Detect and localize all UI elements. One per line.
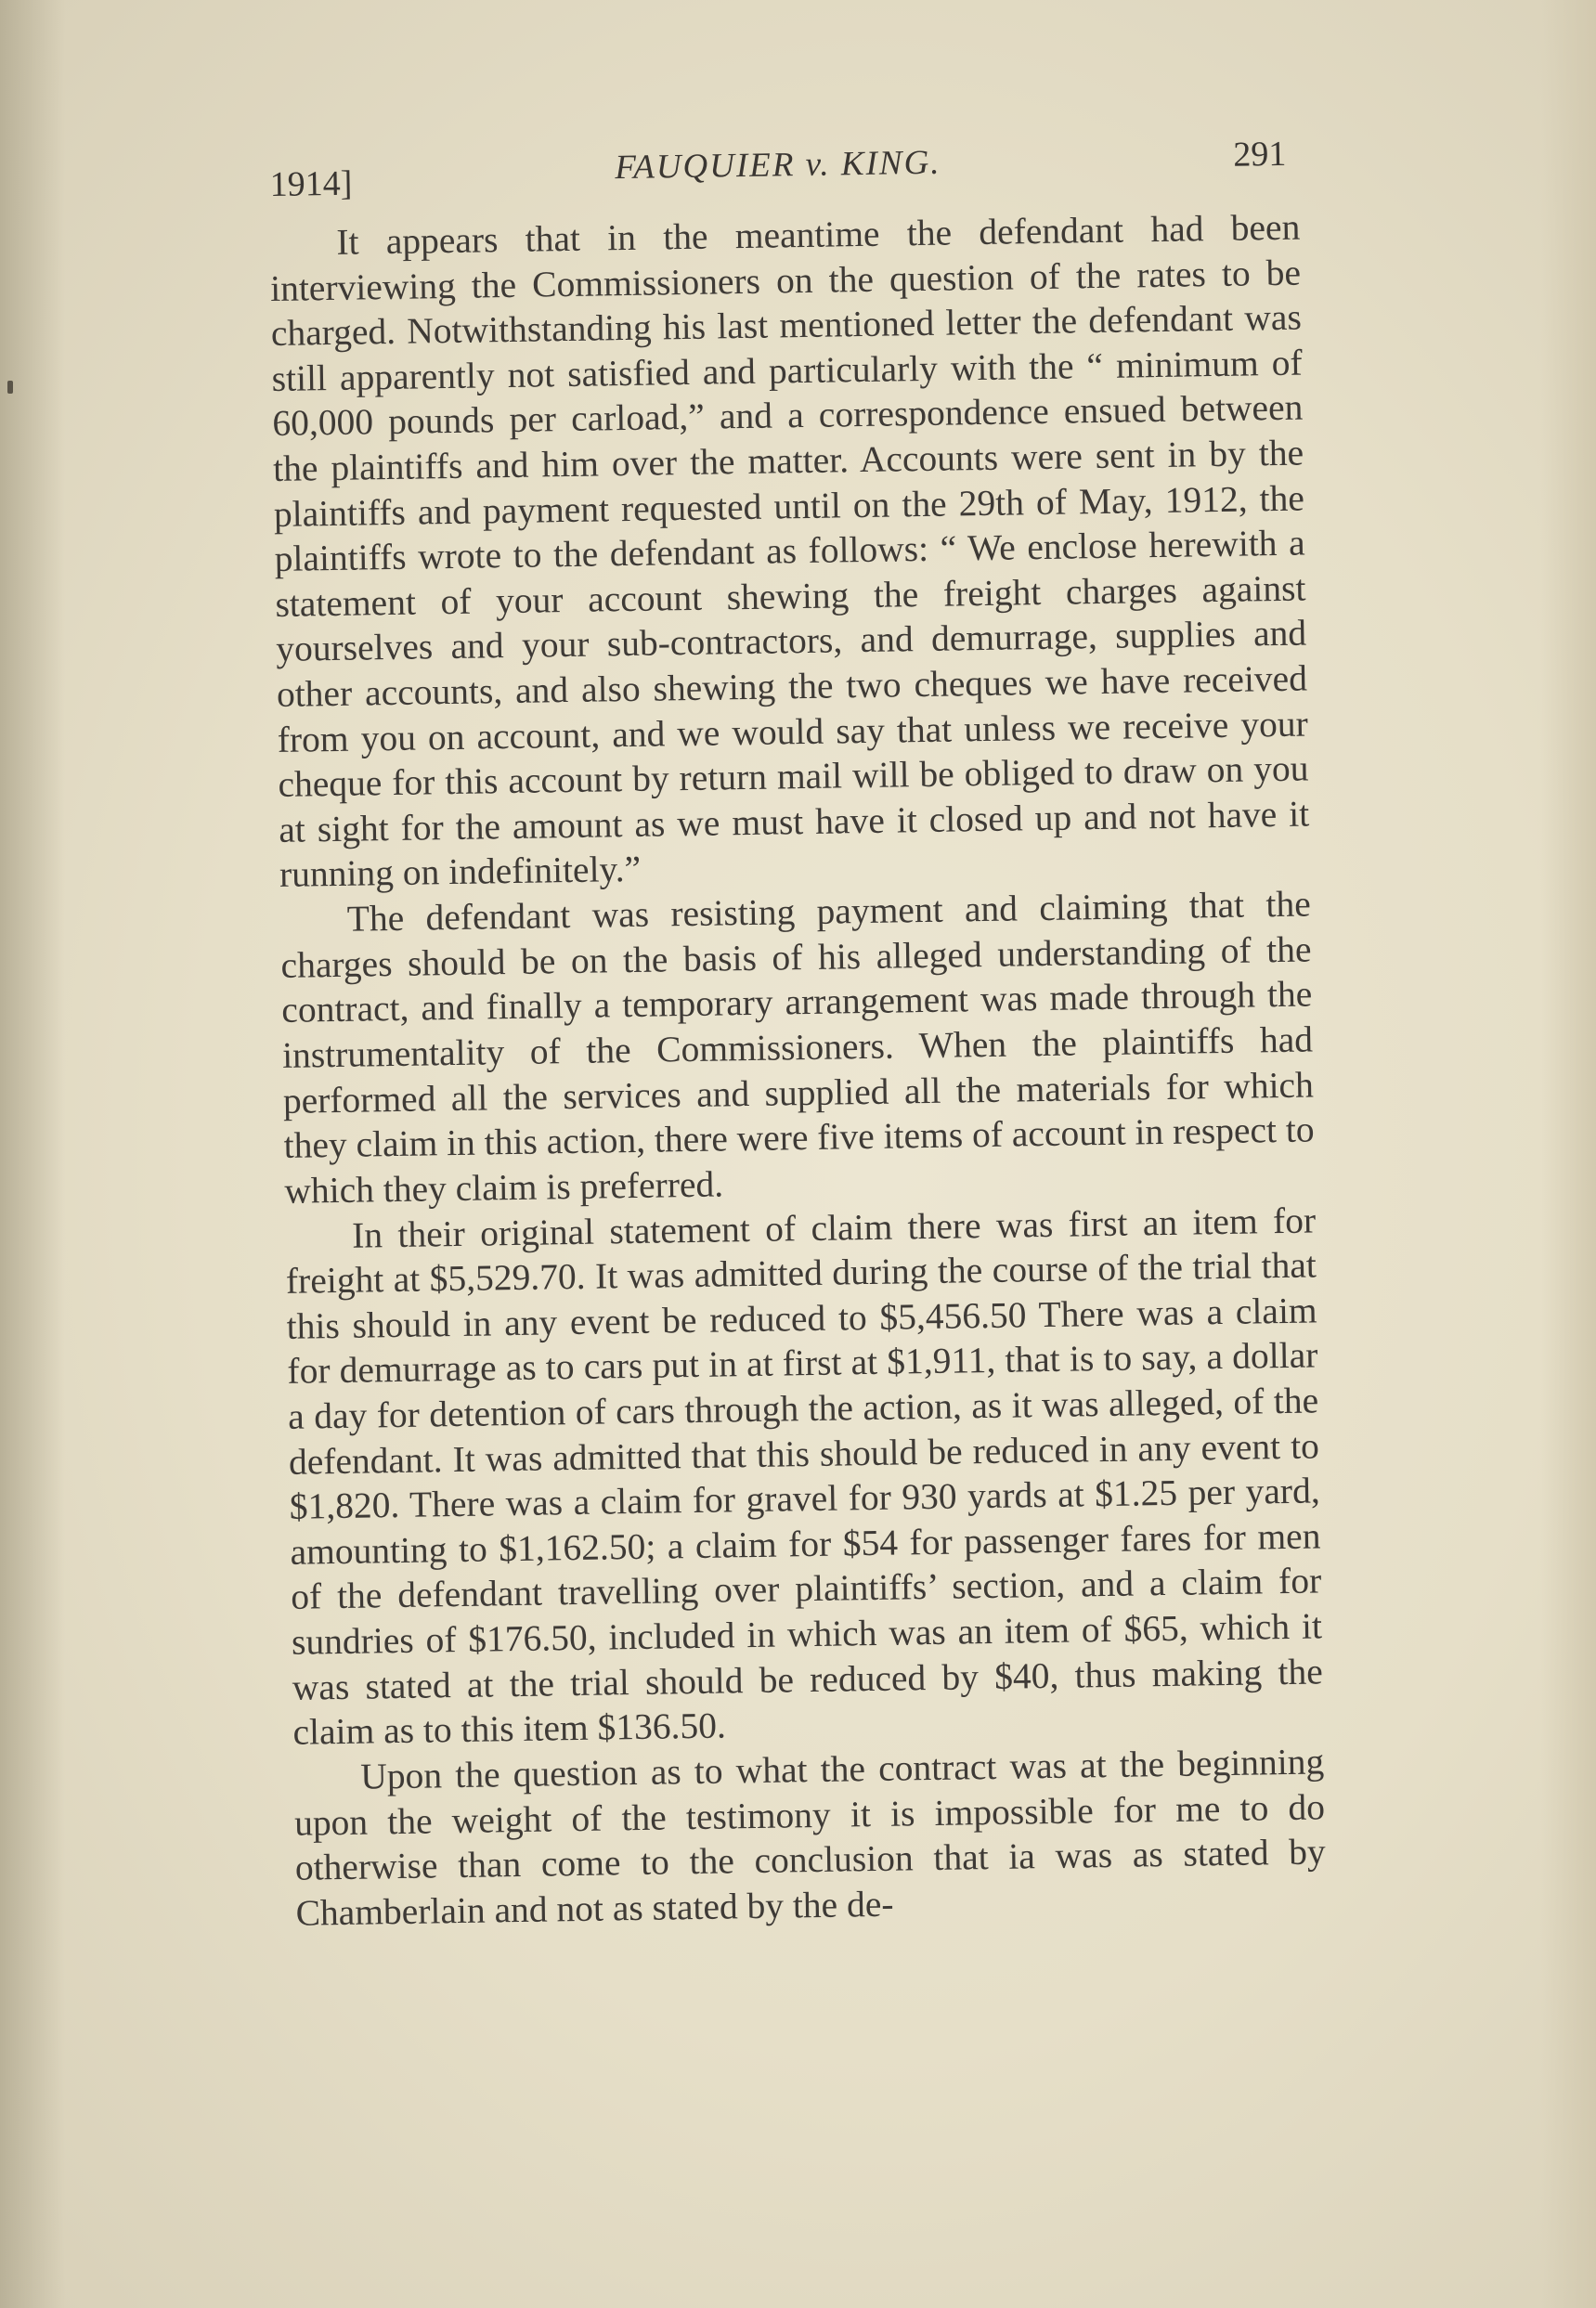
margin-mark [7,381,13,394]
running-header [269,128,1287,204]
paragraph-4: Upon the question as to what the contract was at the beginning upon the weight of the testimony it is impossible for me to do otherwise than come to the conclusion that ia was as stated by Chamberlain and not as stated by the de- [293,1741,1327,1934]
paragraph-3: In their original statement of claim there was first an item for freight at $5,529.70. It was admitted during the course of the trial that this should in any event be reduced to $5,456.50 There was a claim for demurrage as to cars put in at first at $1,911, that is to say, a dollar a day for detention of cars through the action, as it was alleged, of the defendant. It was admitted that this should be reduced in any event to $1,820. There was a claim for gravel for 930 yards at $1.25 per yard, amounting to $1,162.50; a claim for $54 for passenger fares for men of the defendant travelling over plaintiffs’ section, and a claim for sundries of $176.50, included in which was an item of $65, which it was stated at the trial should be reduced by $40, thus making the claim as to this item $136.50. [285,1199,1324,1753]
page-edge-shadow [1540,0,1596,2308]
page-gutter-shadow [0,0,65,2308]
body-text [269,205,1327,1937]
paragraph-2: The defendant was resisting payment and claiming that the charges should be on the basis of his alleged understanding of the contract, and finally a temporary arrangement was made through the instrumentality of the Commissioners. When the plaintiffs had performed all the services and supplied all the materials for which they claim in this action, there were five items of account in respect to which they claim is preferred. [280,883,1315,1212]
header-year: 1914] [269,163,353,204]
page-number: 291 [1232,134,1287,175]
paragraph-1: It appears that in the meantime the defendant had been interviewing the Commissioners on the question of the rates to be charged. Notwithstanding his last mentioned letter the defendant was still apparently not satisfied and particularly with the “ minimum of 60,000 pounds per carload,” and a correspondence ensued between the plaintiffs and him over the matter. Accounts were sent in by the plaintiffs and payment requested until on the 29th of May, 1912, the plaintiffs wrote to the defendant as follows: “ We enclose herewith a statement of your account shewing the freight charges against yourselves and your sub-contractors, and demurrage, supplies and other accounts, and also shewing the two cheques we have received from you on account, and we would say that unless we receive your cheque for this account by return mail will be obliged to draw on you at sight for the amount as we must have it closed up and not have it running on indefinitely.” [269,206,1310,896]
header-case-title: FAUQUIER v. KING. [615,143,941,188]
